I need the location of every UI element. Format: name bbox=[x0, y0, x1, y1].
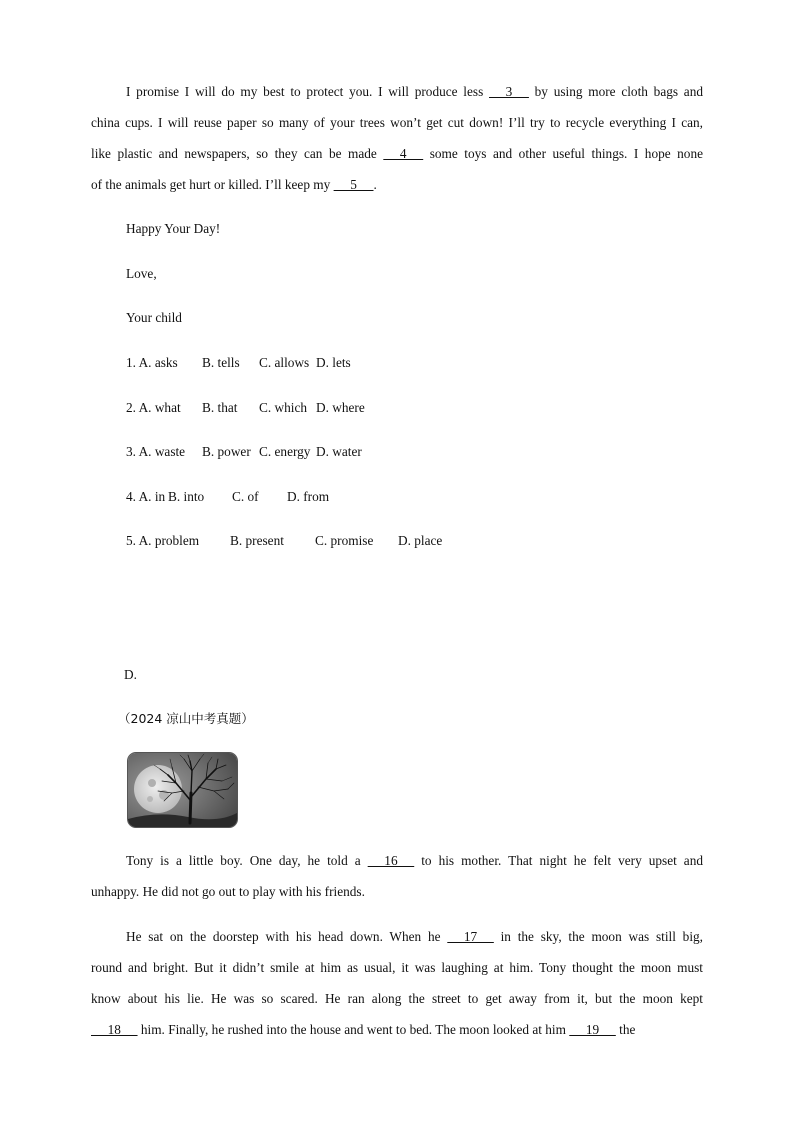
question-option: C. energy bbox=[259, 444, 311, 460]
moon-tree-image bbox=[127, 752, 238, 828]
question-option: D. place bbox=[398, 533, 443, 549]
question-option: 5. A. problem bbox=[126, 533, 200, 549]
paragraph-text: in the sky, the moon was still big, bbox=[493, 929, 703, 944]
paragraph-line bbox=[91, 107, 703, 138]
letter-closing: Happy Your Day! bbox=[126, 221, 221, 236]
moon-shape bbox=[134, 765, 182, 813]
paragraph-line bbox=[91, 138, 703, 169]
paragraph-text: some toys and other useful things. I hope none bbox=[423, 146, 703, 161]
answer-blank: 18 bbox=[91, 1022, 138, 1037]
question-option: D. water bbox=[316, 444, 362, 460]
letter-signature: Your child bbox=[126, 310, 182, 325]
question-option: D. from bbox=[287, 488, 330, 504]
answer-blank: 17 bbox=[447, 929, 494, 944]
moon-tree-illustration bbox=[128, 753, 237, 827]
paragraph-text: the bbox=[615, 1022, 636, 1037]
question-option: 4. A. in bbox=[126, 488, 166, 504]
section-label: D. bbox=[124, 667, 137, 682]
paragraph-text: know about his lie. He was so scared. He ran along the street to get away from it, but the moon kept bbox=[91, 991, 703, 1006]
paragraph-line bbox=[91, 169, 703, 200]
question-option: D. where bbox=[316, 399, 365, 415]
paragraph-text: by using more cloth bags and bbox=[528, 84, 703, 99]
question-option: C. allows bbox=[259, 355, 310, 370]
paragraph-text: like plastic and newspapers, so they can be made bbox=[91, 146, 384, 161]
letter-paragraph bbox=[91, 76, 703, 200]
question-option: B. tells bbox=[202, 355, 240, 370]
story-paragraph-2 bbox=[91, 921, 703, 1045]
section-source: （2024 凉山中考真题） bbox=[118, 711, 254, 726]
paragraph-text: . bbox=[373, 177, 377, 192]
answer-blank: 19 bbox=[569, 1022, 616, 1037]
paragraph-text: to his mother. That night he felt very upset and bbox=[414, 853, 703, 868]
answer-blank: 4 bbox=[383, 146, 424, 161]
paragraph-line bbox=[91, 876, 703, 907]
letter-greeting: Love, bbox=[126, 266, 157, 281]
question-option: D. lets bbox=[316, 355, 351, 370]
paragraph-line bbox=[91, 952, 703, 983]
question-option: B. present bbox=[230, 533, 284, 549]
question-option: C. promise bbox=[315, 533, 374, 549]
answer-blank: 5 bbox=[333, 177, 374, 192]
paragraph-line bbox=[91, 1014, 703, 1045]
paragraph-text: china cups. I will reuse paper so many of your trees won’t get cut down! I’ll try to recycle everything I can, bbox=[91, 115, 703, 130]
paragraph-line bbox=[91, 983, 703, 1014]
question-option: C. of bbox=[232, 488, 259, 504]
question-option: B. that bbox=[202, 399, 238, 415]
question-option: 2. A. what bbox=[126, 399, 181, 415]
question-option: 3. A. waste bbox=[126, 444, 186, 460]
paragraph-line bbox=[91, 921, 703, 952]
answer-blank: 16 bbox=[367, 853, 415, 868]
paragraph-text: unhappy. He did not go out to play with his friends. bbox=[91, 884, 365, 899]
paragraph-text: He sat on the doorstep with his head down. When he bbox=[126, 929, 448, 944]
paragraph-line bbox=[91, 76, 703, 107]
story-paragraph-1 bbox=[91, 845, 703, 907]
question-option: B. into bbox=[168, 488, 205, 504]
paragraph-text: round and bright. But it didn’t smile at him as usual, it was laughing at him. Tony thought the moon must bbox=[91, 960, 703, 975]
answer-blank: 3 bbox=[489, 84, 529, 99]
question-option: 1. A. asks bbox=[126, 355, 178, 370]
paragraph-text: of the animals get hurt or killed. I’ll keep my bbox=[91, 177, 334, 192]
question-option: B. power bbox=[202, 444, 251, 460]
paragraph-text: I promise I will do my best to protect you. I will produce less bbox=[126, 84, 490, 99]
question-option: C. which bbox=[259, 399, 308, 415]
paragraph-line bbox=[91, 845, 703, 876]
paragraph-text: Tony is a little boy. One day, he told a bbox=[126, 853, 368, 868]
paragraph-text: him. Finally, he rushed into the house and went to bed. The moon looked at him bbox=[137, 1022, 570, 1037]
